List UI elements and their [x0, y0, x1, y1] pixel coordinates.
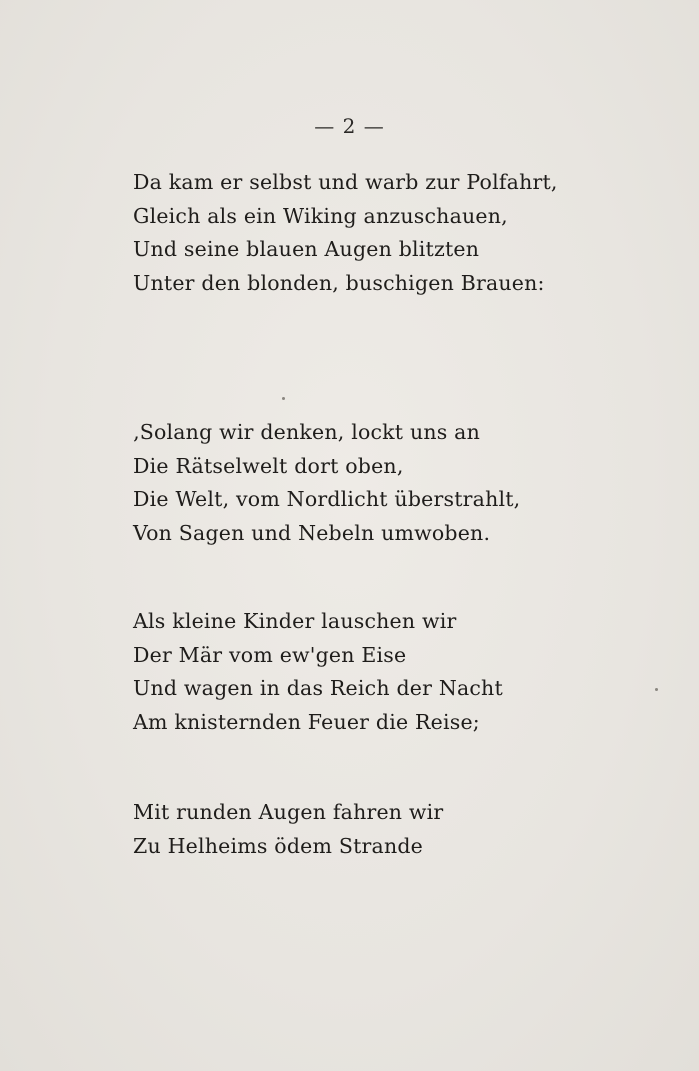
paper-speck	[655, 688, 658, 691]
poem-line: Und wagen in das Reich der Nacht	[133, 676, 503, 700]
poem-line: Gleich als ein Wiking anzuschauen,	[133, 203, 508, 228]
poem-line: Da kam er selbst und warb zur Polfahrt,	[133, 170, 558, 194]
poem-line: Als kleine Kinder lauschen wir	[133, 609, 457, 633]
poem-line: Von Sagen und Nebeln umwoben.	[133, 520, 491, 545]
poem-line: Und seine blauen Augen blitzten	[133, 237, 480, 261]
poem-line: Am knisternden Feuer die Reise;	[133, 709, 480, 734]
poem-line: Die Rätselwelt dort oben,	[133, 453, 404, 478]
poem-line: Unter den blonden, buschigen Brauen:	[133, 270, 545, 295]
poem-stanza-1	[133, 166, 653, 300]
poem-line: Mit runden Augen fahren wir	[133, 800, 444, 824]
poem-line: ‚Solang wir denken, lockt uns an	[133, 420, 481, 444]
poem-line: Der Mär vom ew'gen Eise	[133, 642, 407, 667]
paper-speck	[282, 397, 285, 400]
poem-stanza-2	[133, 416, 653, 550]
poem-stanza-3	[133, 605, 653, 739]
poem-line: Die Welt, vom Nordlicht überstrahlt,	[133, 487, 521, 511]
page-number: — 2 —	[314, 114, 385, 138]
poem-stanza-4	[133, 796, 653, 863]
poem-line: Zu Helheims ödem Strande	[133, 833, 424, 858]
